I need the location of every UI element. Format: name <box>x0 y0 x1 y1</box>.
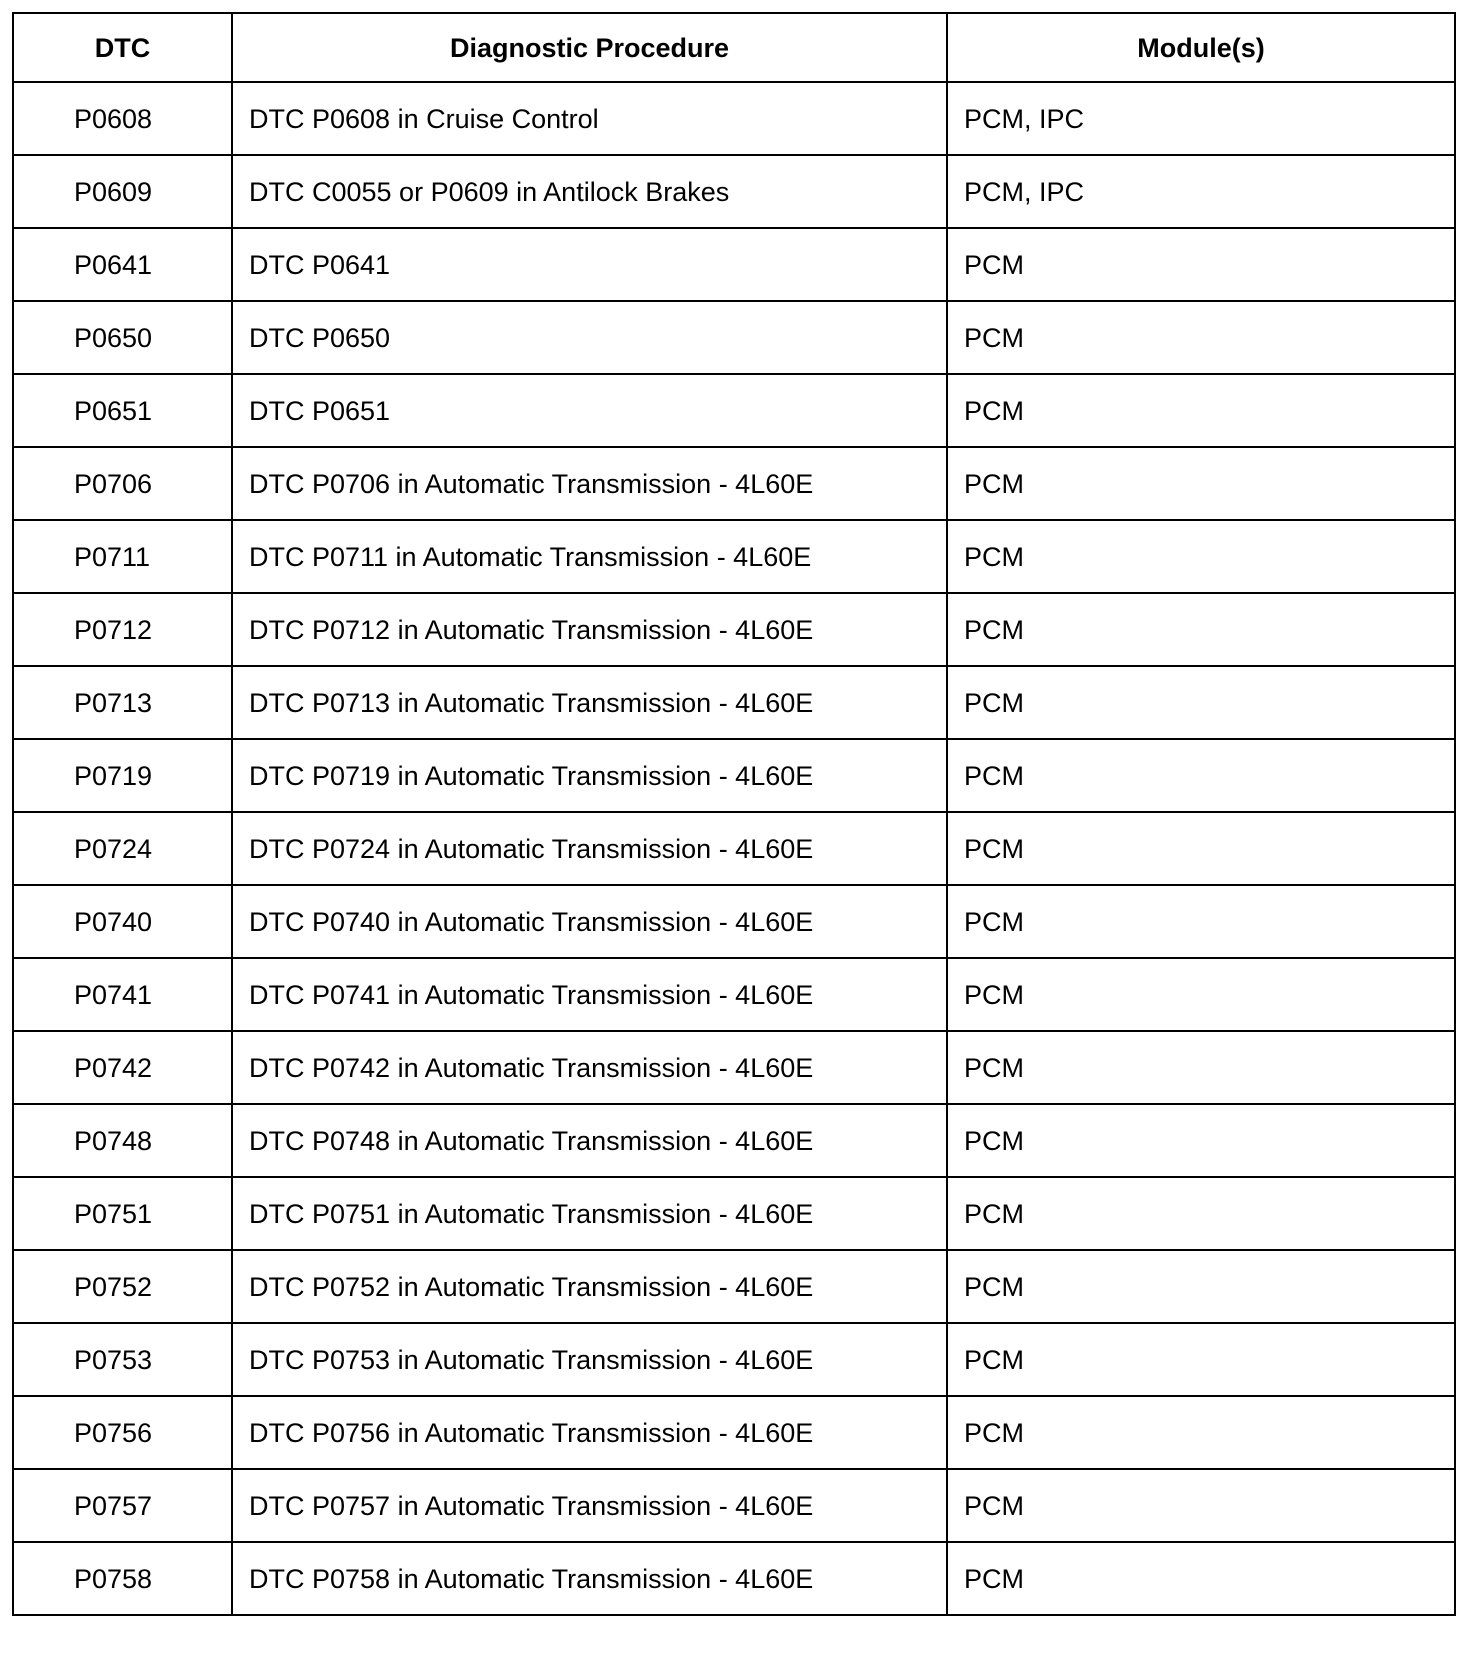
dtc-code-cell: P0650 <box>13 301 232 374</box>
modules-cell: PCM <box>947 1469 1455 1542</box>
table-row <box>13 1469 1455 1542</box>
modules-cell: PCM <box>947 885 1455 958</box>
modules-cell: PCM <box>947 1250 1455 1323</box>
dtc-code-cell: P0753 <box>13 1323 232 1396</box>
diagnostic-procedure-cell: DTC P0742 in Automatic Transmission - 4L60E <box>232 1031 947 1104</box>
dtc-code-cell: P0742 <box>13 1031 232 1104</box>
modules-cell: PCM <box>947 593 1455 666</box>
table-row <box>13 812 1455 885</box>
diagnostic-procedure-cell: DTC P0712 in Automatic Transmission - 4L60E <box>232 593 947 666</box>
modules-cell: PCM <box>947 666 1455 739</box>
dtc-code-cell: P0706 <box>13 447 232 520</box>
modules-cell: PCM, IPC <box>947 82 1455 155</box>
modules-cell: PCM <box>947 228 1455 301</box>
modules-cell: PCM <box>947 1104 1455 1177</box>
table-header <box>13 13 1455 82</box>
dtc-code-cell: P0751 <box>13 1177 232 1250</box>
table-row <box>13 1323 1455 1396</box>
header-dtc: DTC <box>13 13 232 82</box>
table-row <box>13 1177 1455 1250</box>
dtc-code-cell: P0719 <box>13 739 232 812</box>
modules-cell: PCM <box>947 1396 1455 1469</box>
table-row <box>13 155 1455 228</box>
dtc-code-cell: P0641 <box>13 228 232 301</box>
table-row <box>13 958 1455 1031</box>
table-row <box>13 1250 1455 1323</box>
dtc-code-cell: P0711 <box>13 520 232 593</box>
header-modules: Module(s) <box>947 13 1455 82</box>
dtc-code-cell: P0757 <box>13 1469 232 1542</box>
diagnostic-procedure-cell: DTC P0711 in Automatic Transmission - 4L60E <box>232 520 947 593</box>
diagnostic-procedure-cell: DTC P0641 <box>232 228 947 301</box>
modules-cell: PCM <box>947 1031 1455 1104</box>
dtc-code-cell: P0712 <box>13 593 232 666</box>
dtc-code-cell: P0724 <box>13 812 232 885</box>
table-row <box>13 301 1455 374</box>
table-row <box>13 666 1455 739</box>
modules-cell: PCM <box>947 739 1455 812</box>
modules-cell: PCM, IPC <box>947 155 1455 228</box>
modules-cell: PCM <box>947 520 1455 593</box>
diagnostic-procedure-cell: DTC P0724 in Automatic Transmission - 4L60E <box>232 812 947 885</box>
diagnostic-procedure-cell: DTC P0713 in Automatic Transmission - 4L60E <box>232 666 947 739</box>
diagnostic-procedure-cell: DTC P0748 in Automatic Transmission - 4L60E <box>232 1104 947 1177</box>
table-row <box>13 1396 1455 1469</box>
dtc-table <box>12 12 1456 1616</box>
diagnostic-procedure-cell: DTC P0757 in Automatic Transmission - 4L60E <box>232 1469 947 1542</box>
table-row <box>13 374 1455 447</box>
dtc-code-cell: P0713 <box>13 666 232 739</box>
dtc-code-cell: P0651 <box>13 374 232 447</box>
modules-cell: PCM <box>947 958 1455 1031</box>
diagnostic-procedure-cell: DTC P0608 in Cruise Control <box>232 82 947 155</box>
table-row <box>13 885 1455 958</box>
modules-cell: PCM <box>947 1177 1455 1250</box>
table-row <box>13 1031 1455 1104</box>
modules-cell: PCM <box>947 1323 1455 1396</box>
header-row <box>13 13 1455 82</box>
dtc-code-cell: P0741 <box>13 958 232 1031</box>
dtc-code-cell: P0740 <box>13 885 232 958</box>
diagnostic-procedure-cell: DTC P0650 <box>232 301 947 374</box>
diagnostic-procedure-cell: DTC P0758 in Automatic Transmission - 4L60E <box>232 1542 947 1615</box>
dtc-code-cell: P0752 <box>13 1250 232 1323</box>
dtc-code-cell: P0756 <box>13 1396 232 1469</box>
dtc-code-cell: P0608 <box>13 82 232 155</box>
table-row <box>13 593 1455 666</box>
diagnostic-procedure-cell: DTC P0752 in Automatic Transmission - 4L60E <box>232 1250 947 1323</box>
diagnostic-procedure-cell: DTC P0751 in Automatic Transmission - 4L60E <box>232 1177 947 1250</box>
table-body <box>13 82 1455 1615</box>
table-row <box>13 1542 1455 1615</box>
header-diagnostic-procedure: Diagnostic Procedure <box>232 13 947 82</box>
diagnostic-procedure-cell: DTC P0719 in Automatic Transmission - 4L60E <box>232 739 947 812</box>
modules-cell: PCM <box>947 812 1455 885</box>
diagnostic-procedure-cell: DTC P0753 in Automatic Transmission - 4L60E <box>232 1323 947 1396</box>
table-row <box>13 739 1455 812</box>
modules-cell: PCM <box>947 301 1455 374</box>
dtc-code-cell: P0609 <box>13 155 232 228</box>
diagnostic-procedure-cell: DTC P0741 in Automatic Transmission - 4L60E <box>232 958 947 1031</box>
dtc-code-cell: P0748 <box>13 1104 232 1177</box>
modules-cell: PCM <box>947 374 1455 447</box>
table-row <box>13 228 1455 301</box>
modules-cell: PCM <box>947 447 1455 520</box>
diagnostic-procedure-cell: DTC P0756 in Automatic Transmission - 4L60E <box>232 1396 947 1469</box>
modules-cell: PCM <box>947 1542 1455 1615</box>
table-row <box>13 82 1455 155</box>
dtc-code-cell: P0758 <box>13 1542 232 1615</box>
diagnostic-procedure-cell: DTC P0651 <box>232 374 947 447</box>
diagnostic-procedure-cell: DTC P0706 in Automatic Transmission - 4L60E <box>232 447 947 520</box>
table-row <box>13 447 1455 520</box>
diagnostic-procedure-cell: DTC C0055 or P0609 in Antilock Brakes <box>232 155 947 228</box>
table-row <box>13 1104 1455 1177</box>
table-row <box>13 520 1455 593</box>
diagnostic-procedure-cell: DTC P0740 in Automatic Transmission - 4L60E <box>232 885 947 958</box>
